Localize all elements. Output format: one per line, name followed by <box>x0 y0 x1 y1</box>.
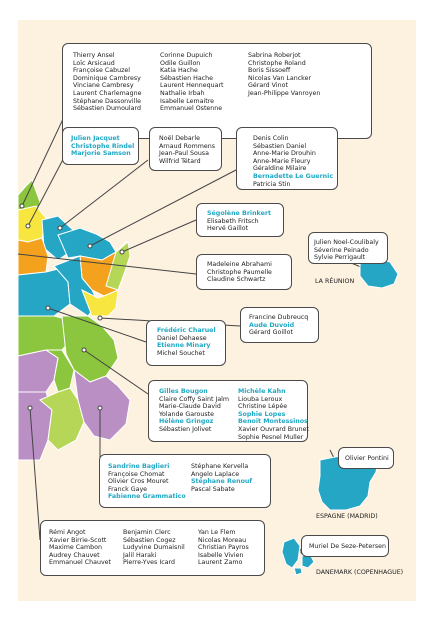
spain-col-1 <box>345 455 389 463</box>
member-name: Pierre-Yves Icard <box>123 559 175 567</box>
member-name: Pascal Sabate <box>191 485 235 493</box>
group-6-col-1 <box>207 261 272 284</box>
member-name: Madeleine Abrahami <box>207 261 272 268</box>
reunion-col-1 <box>314 239 379 262</box>
member-name: Hervé Gaillot <box>207 225 249 233</box>
member-name: Sébastien Jolivet <box>159 425 212 433</box>
member-name: Jean-Philippe Vanroyen <box>248 89 321 97</box>
member-name: Jean-Paul Sousa <box>159 150 209 158</box>
member-name: Nicolas Moreau <box>198 536 247 544</box>
group-11-col-3 <box>198 529 249 567</box>
member-name: Sébastien Hache <box>160 74 214 82</box>
member-name: Sophie Lopes <box>238 410 286 418</box>
connector-g5 <box>122 220 196 252</box>
member-name: Michel Souchet <box>157 349 205 357</box>
member-name: Christophe Rindel <box>71 142 135 150</box>
group-9-col-1 <box>159 388 229 434</box>
member-name: Elisabeth Fritsch <box>207 217 259 225</box>
member-name: Benjamin Clerc <box>123 529 171 536</box>
member-name: Vinciane Cambresy <box>73 82 134 90</box>
group-box-8 <box>146 320 226 366</box>
group-1-col-1 <box>73 52 141 113</box>
group-4-col-1 <box>253 135 333 188</box>
group-2-col-1 <box>71 135 134 158</box>
member-name: Isabelle Vivien <box>198 551 244 559</box>
group-box-2 <box>62 127 139 165</box>
member-name: Xavier Birrie-Scott <box>49 536 107 544</box>
group-11-col-2 <box>123 529 185 567</box>
group-1-col-2 <box>160 52 224 113</box>
connector-dot <box>26 224 30 228</box>
reunion-caption: LA RÉUNION <box>315 278 355 285</box>
region-paca <box>74 370 130 440</box>
member-name: Rémi Angot <box>49 529 86 536</box>
member-name: Nathalie Irbah <box>160 89 205 97</box>
member-name: Aude Duvoid <box>249 321 295 329</box>
connector-dot <box>82 348 86 352</box>
member-name: Yan Le Flem <box>198 529 236 536</box>
region-grand-est <box>58 228 116 260</box>
member-name: Loïc Arsicaud <box>73 59 115 67</box>
connector-dot <box>98 406 102 410</box>
group-1-col-3 <box>248 52 320 98</box>
france-regions <box>18 180 130 460</box>
connector-dot <box>120 250 124 254</box>
member-name: Olivier Cros Mouret <box>108 478 169 486</box>
connector-g3 <box>60 160 148 228</box>
group-box-6 <box>196 254 292 290</box>
member-name: Nicolas Van Lancker <box>248 74 312 82</box>
member-name: Laurent Hennequart <box>160 82 224 90</box>
denmark-col-1 <box>309 543 386 551</box>
connector-dot <box>28 406 32 410</box>
denmark-jutland <box>282 538 300 568</box>
member-name: Marie-Claude David <box>159 403 221 411</box>
member-name: Sandrine Baglieri <box>108 463 170 470</box>
member-name: Laurent Charlemagne <box>73 89 142 97</box>
connector-dot <box>20 204 24 208</box>
group-7-col-1 <box>249 314 308 337</box>
member-name: Stéphane Dassonville <box>73 97 142 105</box>
member-name: Stéphane Renouf <box>191 478 253 486</box>
member-name: Gérard Goillot <box>249 329 293 337</box>
group-box-9 <box>148 380 308 442</box>
member-name: Marjorie Samson <box>71 150 131 158</box>
member-name: Michèle Kahn <box>238 388 286 395</box>
member-name: Yolande Garouste <box>159 410 214 418</box>
member-name: Francine Dubreucq <box>249 314 309 321</box>
spain-box <box>338 447 394 469</box>
member-name: Gérard Vinot <box>248 82 288 90</box>
member-name: Etienne Minary <box>157 342 211 350</box>
member-name: Stéphane Kervella <box>191 463 249 470</box>
region-poitou <box>18 350 58 392</box>
member-name: Laurent Zamo <box>198 559 243 567</box>
map-canvas <box>18 20 416 601</box>
member-name: Julien Noel-Coulibaly <box>314 239 379 246</box>
member-name: Angelo Laplace <box>191 470 240 478</box>
member-name: Claire Coffy Saint Jalm <box>159 395 230 403</box>
member-name: Françoise Chomat <box>108 470 165 478</box>
member-name: Arnaud Rommens <box>159 142 215 150</box>
member-name: Thierry Ansel <box>73 52 115 59</box>
member-name: Sébastien Dumoulard <box>73 105 141 113</box>
member-name: Daniel Dehaese <box>157 334 207 342</box>
member-name: Corinne Dupuich <box>160 52 213 59</box>
denmark-box <box>301 535 389 557</box>
reunion-box <box>308 232 388 264</box>
member-name: Frédéric Charuel <box>157 327 216 334</box>
member-name: Lioubа Leroux <box>238 395 283 403</box>
member-name: Emmanuel Chauvet <box>49 559 112 567</box>
member-name: Julien Jacquet <box>71 135 120 142</box>
connector-dot <box>46 306 50 310</box>
group-8-col-1 <box>157 327 216 357</box>
member-name: Géraldine Milaire <box>253 165 307 173</box>
member-name: Christian Payros <box>198 544 249 552</box>
member-name: Bernadette Le Guernic <box>253 172 334 180</box>
member-name: Xavier Ouvrard Brunet <box>238 425 309 433</box>
member-name: Isabelle Lemaitre <box>160 97 215 105</box>
member-name: Audrey Chauvet <box>49 551 100 559</box>
member-name: Franck Gaye <box>108 485 148 493</box>
group-3-col-1 <box>159 135 215 165</box>
member-name: Sylvie Perrigault <box>314 254 366 262</box>
denmark-caption: DANEMARK (COPENHAGUE) <box>316 569 404 576</box>
member-name: Dominique Cambresy <box>73 74 141 82</box>
member-name: Boris Sissoeff <box>248 67 291 75</box>
member-name: Hélène Gringoz <box>159 418 214 426</box>
group-box-3 <box>149 127 222 171</box>
member-name: Muriel De Seze-Petersen <box>309 543 386 550</box>
connector-dot <box>58 226 62 230</box>
group-box-7 <box>240 307 319 343</box>
member-name: Fabienne Grammatico <box>108 493 186 501</box>
group-9-col-2 <box>238 388 309 441</box>
member-name: Françoise Cabuzel <box>73 67 130 75</box>
group-5-col-1 <box>207 210 271 233</box>
member-name: Sébastien Cogez <box>123 536 176 544</box>
member-name: Sophie Pesnel Muller <box>238 433 304 441</box>
member-name: Anne-Marie Fleury <box>253 157 311 165</box>
member-name: Christophe Paumelle <box>207 268 272 276</box>
denmark-funen <box>294 568 302 575</box>
member-name: Gilles Bougon <box>159 388 208 395</box>
member-name: Séverine Peinado <box>314 246 369 254</box>
group-11-col-1 <box>49 529 111 567</box>
member-name: Emmanuel Ostenne <box>160 105 223 113</box>
member-name: Christine Lépée <box>238 403 288 411</box>
member-name: Benoit Montessinos <box>238 418 308 426</box>
group-10-col-2 <box>191 463 252 493</box>
member-name: Claudine Schwartz <box>207 276 266 284</box>
group-box-10 <box>99 454 271 508</box>
group-10-col-1 <box>108 463 186 501</box>
connector-dot <box>98 316 102 320</box>
member-name: Sébastien Daniel <box>253 142 307 150</box>
member-name: Sabrina Roberjot <box>248 52 301 59</box>
group-box-1 <box>62 43 372 139</box>
group-box-5 <box>196 203 284 237</box>
member-name: Denis Colin <box>253 135 289 142</box>
group-box-4 <box>236 127 338 190</box>
member-name: Ségolène Brinkert <box>207 210 271 217</box>
member-name: Katia Hache <box>160 67 198 75</box>
member-name: Anne-Marie Drouhin <box>253 150 316 158</box>
member-name: Christophe Roland <box>248 59 306 67</box>
member-name: Odile Guillon <box>160 59 201 67</box>
member-name: Patricia Stin <box>253 180 291 188</box>
group-box-11 <box>40 520 265 576</box>
member-name: Noël Debarle <box>159 135 200 142</box>
member-name: Maxime Cambon <box>49 544 103 552</box>
member-name: Olivier Pontini <box>345 455 389 462</box>
member-name: Ludyvine Dumaisnil <box>123 544 185 552</box>
member-name: Jalil Haraki <box>123 551 157 559</box>
connector-dot <box>88 244 92 248</box>
spain-caption: ESPAGNE (MADRID) <box>316 513 378 520</box>
member-name: Wilfrid Tétard <box>159 157 201 165</box>
